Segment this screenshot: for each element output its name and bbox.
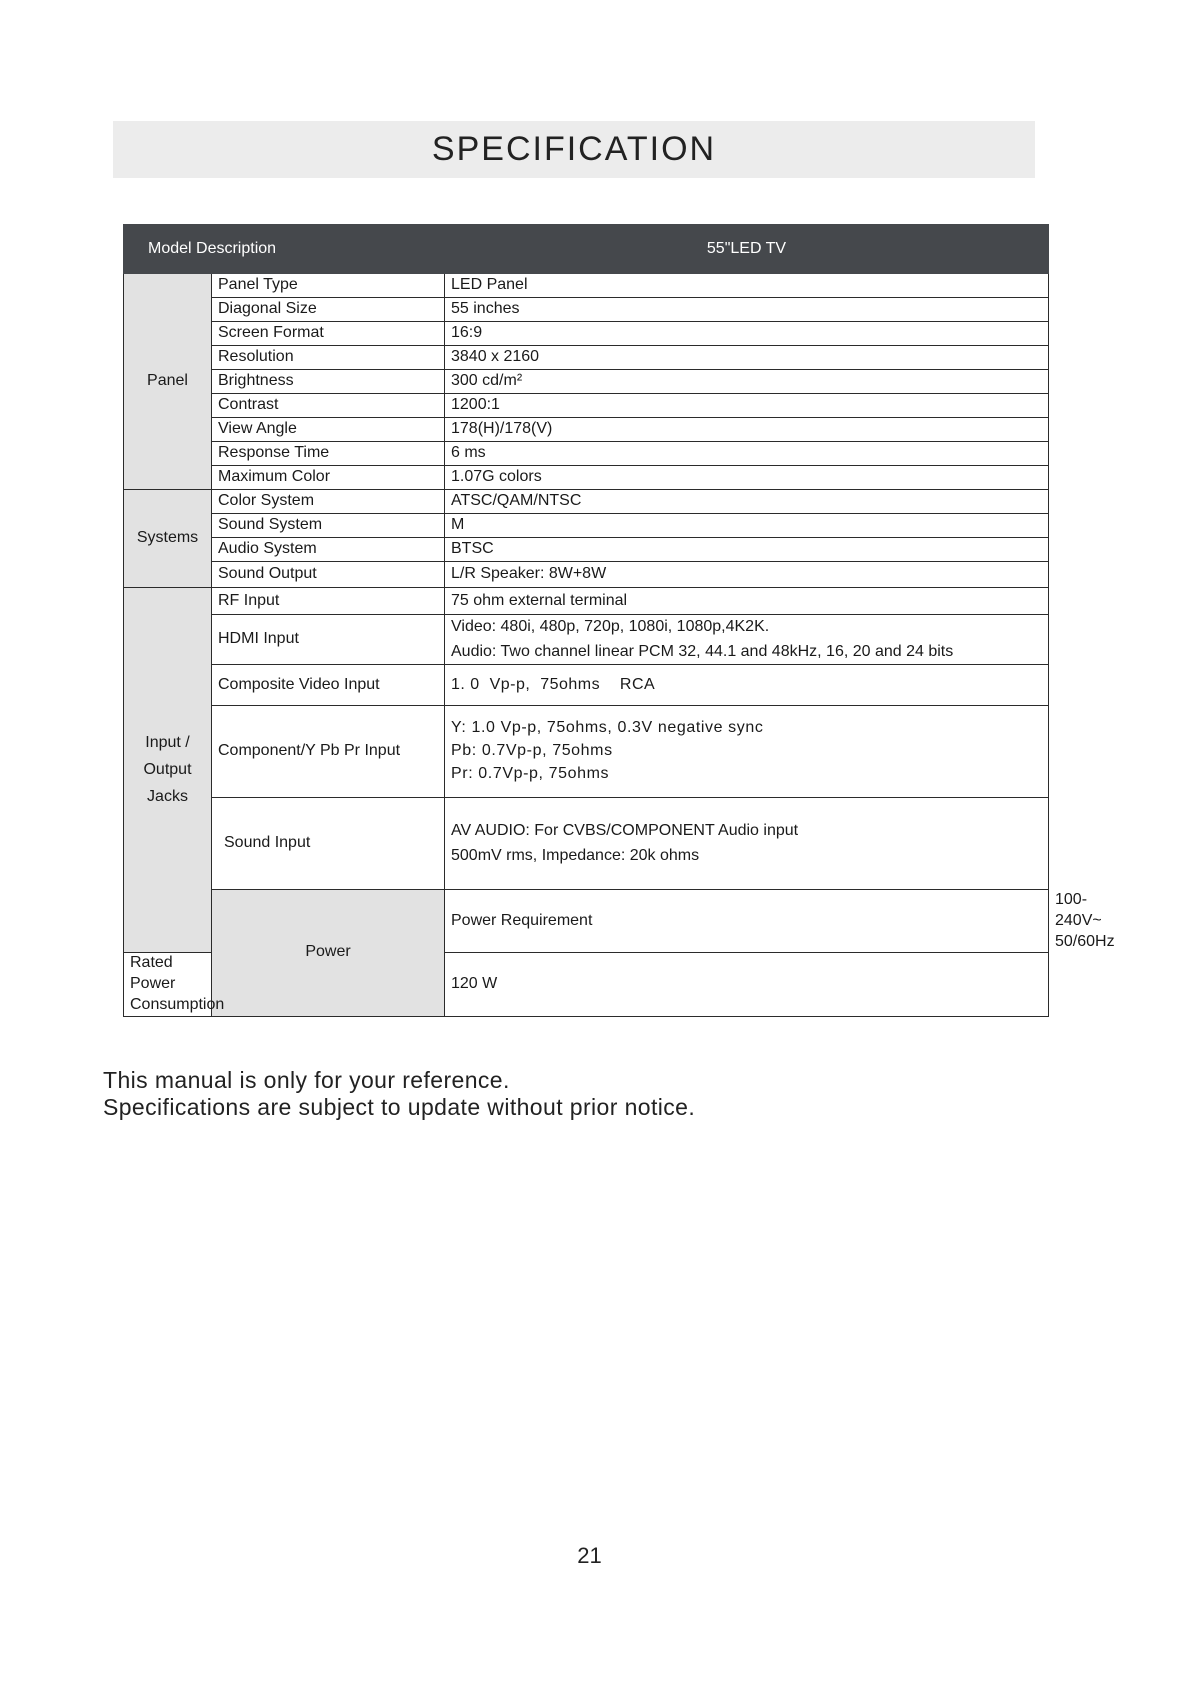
title-band — [113, 121, 1035, 178]
row-value-audio-system: BTSC — [445, 538, 1049, 562]
table-row — [124, 442, 1049, 466]
header-model-name: 55"LED TV — [445, 225, 1049, 274]
row-value-component-input — [445, 706, 1049, 798]
group-input-output-jacks — [124, 588, 212, 953]
row-label-audio-system: Audio System — [212, 538, 445, 562]
row-value-hdmi-input — [445, 615, 1049, 665]
table-row — [124, 490, 1049, 514]
table-row: Power Power Requirement 100-240V~ 50/60Hz — [124, 890, 1049, 953]
group-power: Power — [212, 890, 445, 1017]
table-row — [124, 538, 1049, 562]
row-label-sound-system: Sound System — [212, 514, 445, 538]
note-line-specifications: Specifications are subject to update without prior notice. — [103, 1094, 696, 1120]
row-label-diagonal-size: Diagonal Size — [212, 298, 445, 322]
row-label-color-system: Color System — [212, 490, 445, 514]
row-value-contrast: 1200:1 — [445, 394, 1049, 418]
header-model-description: Model Description — [124, 225, 445, 274]
hdmi-audio-line: Audio: Two channel linear PCM 32, 44.1 and 48kHz, 16, 20 and 24 bits — [451, 642, 954, 660]
table-row — [124, 562, 1049, 588]
page-number: 21 — [577, 1543, 602, 1568]
table-row — [124, 588, 1049, 615]
row-value-maximum-color: 1.07G colors — [445, 466, 1049, 490]
row-label-response-time: Response Time — [212, 442, 445, 466]
row-label-sound-output: Sound Output — [212, 562, 445, 588]
hdmi-video-line: Video: 480i, 480p, 720p, 1080i, 1080p,4K2K. — [451, 617, 770, 635]
row-value-rated-power-consumption: 120 W — [445, 953, 1049, 1016]
table-row — [124, 322, 1049, 346]
row-value-sound-output: L/R Speaker: 8W+8W — [445, 562, 1049, 588]
row-label-power-requirement: Power Requirement — [445, 890, 1049, 953]
row-label-view-angle: View Angle — [212, 418, 445, 442]
table-row — [124, 514, 1049, 538]
row-label-panel-type: Panel Type — [212, 274, 445, 298]
table-row — [124, 418, 1049, 442]
row-value-view-angle: 178(H)/178(V) — [445, 418, 1049, 442]
table-row — [124, 394, 1049, 418]
table-row — [124, 466, 1049, 490]
group-panel: Panel — [124, 274, 212, 490]
table-row — [124, 665, 1049, 706]
row-value-sound-system: M — [445, 514, 1049, 538]
table-row — [124, 274, 1049, 298]
table-row — [124, 370, 1049, 394]
group-io-line2: Output — [143, 760, 192, 778]
row-label-contrast: Contrast — [212, 394, 445, 418]
sound-input-av-line: AV AUDIO: For CVBS/COMPONENT Audio input — [451, 821, 799, 839]
table-row — [124, 798, 1049, 890]
row-value-panel-type: LED Panel — [445, 274, 1049, 298]
row-value-rf-input: 75 ohm external terminal — [445, 588, 1049, 615]
table-row — [124, 346, 1049, 370]
row-label-rated-power-consumption: Rated Power Consumption — [124, 953, 212, 1016]
row-value-sound-input — [445, 798, 1049, 890]
row-value-composite-video-input: 1. 0 Vp-p, 75ohms RCA — [445, 665, 1049, 706]
row-label-sound-input: Sound Input — [212, 798, 445, 890]
note-line-reference: This manual is only for your reference. — [103, 1067, 510, 1093]
disclaimer-notes — [103, 1067, 695, 1121]
row-label-rf-input: RF Input — [212, 588, 445, 615]
component-pr-line: Pr: 0.7Vp-p, 75ohms — [451, 764, 610, 782]
row-value-screen-format: 16:9 — [445, 322, 1049, 346]
group-io-line3: Jacks — [147, 787, 188, 805]
row-label-resolution: Resolution — [212, 346, 445, 370]
row-label-hdmi-input: HDMI Input — [212, 615, 445, 665]
row-label-component-input: Component/Y Pb Pr Input — [212, 706, 445, 798]
row-label-composite-video-input: Composite Video Input — [212, 665, 445, 706]
table-row — [124, 298, 1049, 322]
group-io-line1: Input / — [145, 734, 190, 751]
row-label-brightness: Brightness — [212, 370, 445, 394]
row-label-maximum-color: Maximum Color — [212, 466, 445, 490]
specification-table — [123, 224, 1115, 1017]
table-header-row — [124, 225, 1049, 274]
row-value-resolution: 3840 x 2160 — [445, 346, 1049, 370]
page-title: SPECIFICATION — [431, 130, 717, 168]
row-label-screen-format: Screen Format — [212, 322, 445, 346]
group-systems: Systems — [124, 490, 212, 588]
table-row — [124, 615, 1049, 665]
row-value-color-system: ATSC/QAM/NTSC — [445, 490, 1049, 514]
table-row — [124, 706, 1049, 798]
component-y-line: Y: 1.0 Vp-p, 75ohms, 0.3V negative sync — [451, 719, 764, 737]
row-value-diagonal-size: 55 inches — [445, 298, 1049, 322]
sound-input-impedance-line: 500mV rms, Impedance: 20k ohms — [451, 846, 700, 864]
row-value-brightness: 300 cd/m² — [445, 370, 1049, 394]
row-value-response-time: 6 ms — [445, 442, 1049, 466]
component-pb-line: Pb: 0.7Vp-p, 75ohms — [451, 742, 613, 760]
